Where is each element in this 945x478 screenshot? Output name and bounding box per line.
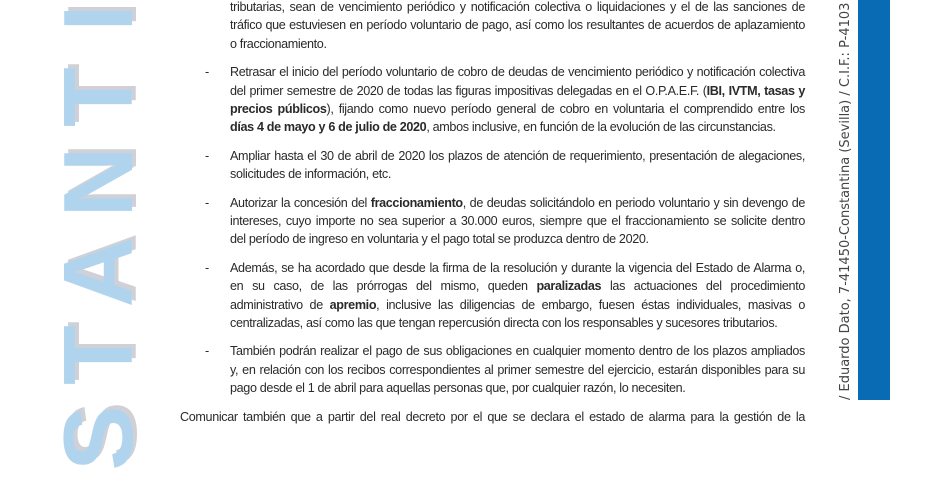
text-segment: pago desde el 1 de abril para aquellas personas que, por cualquier razón, lo necesiten. bbox=[230, 381, 686, 396]
text-segment: solicitudes de información, etc. bbox=[230, 167, 391, 182]
text-line bbox=[230, 0, 805, 15]
text-segment: También podrán realizar el pago de sus obligaciones en cualquier momento dentro de los plazos ampliados bbox=[230, 344, 805, 359]
watermark-letter: S bbox=[43, 405, 153, 471]
bullet-dash: - bbox=[205, 65, 210, 80]
text-segment: , de deudas solicitándolo en periodo voluntario y sin devengo de bbox=[462, 195, 805, 210]
text-segment: administrativo de bbox=[230, 297, 330, 312]
text-segment: Además, se ha acordado que desde la firma de la resolución y durante la vigencia del Estado de Alarma o, bbox=[230, 260, 805, 275]
bullet-dash: - bbox=[205, 260, 210, 275]
text-line bbox=[230, 83, 805, 99]
text-line bbox=[230, 36, 805, 52]
blue-side-bar bbox=[858, 0, 890, 400]
text-segment: , inclusive las diligencias de embargo, fuesen éstas individuales, masivas o bbox=[376, 297, 805, 312]
text-line bbox=[230, 213, 805, 229]
text-segment: y, en relación con los recibos correspondientes al primer semestre del ejercicio, estarán disponibles para su bbox=[230, 362, 805, 377]
text-line bbox=[230, 195, 805, 211]
text-line bbox=[230, 315, 805, 331]
text-line bbox=[230, 297, 805, 313]
bullet-dash: - bbox=[205, 148, 210, 163]
bold-text: precios públicos bbox=[230, 102, 327, 116]
text-segment: del período de ingreso en voluntaria y el pago total se produzca dentro de 2020. bbox=[230, 232, 649, 247]
text-segment: tráfico que estuviesen en período voluntario de pago, así como los resultantes de acuerdos de aplazamiento bbox=[230, 18, 805, 33]
watermark-letter: N bbox=[43, 146, 153, 218]
text-segment: Ampliar hasta el 30 de abril de 2020 los plazos de atención de requerimiento, presentación de alegaciones, bbox=[230, 148, 805, 163]
text-segment: Comunicar también que a partir del real decreto por el que se declara el estado de alarma para la gestión de la bbox=[180, 409, 805, 424]
text-segment: en su caso, de las prórrogas del mismo, queden bbox=[230, 279, 537, 294]
bullet-dash: - bbox=[205, 195, 210, 210]
bold-text: IBI, IVTM, tasas y bbox=[706, 83, 805, 98]
text-segment: Retrasar el inicio del período voluntario de cobro de deudas de vencimiento periódico y notificación colectiva bbox=[230, 65, 805, 80]
bold-text: fraccionamiento bbox=[370, 195, 463, 210]
text-segment: tributarias, sean de vencimiento periódico y notificación colectiva o liquidaciones y el de las sanciones de bbox=[230, 0, 805, 14]
text-line bbox=[230, 64, 805, 80]
bold-text: paralizadas bbox=[536, 279, 602, 294]
text-line bbox=[230, 166, 805, 182]
text-line bbox=[180, 409, 805, 425]
text-segment: Autorizar la concesión del bbox=[230, 195, 371, 210]
text-line bbox=[230, 231, 805, 247]
text-line bbox=[230, 119, 805, 135]
text-line bbox=[230, 362, 805, 378]
bold-text: días 4 de mayo y 6 de julio de 2020 bbox=[230, 120, 427, 135]
watermark-letter: I bbox=[43, 4, 153, 32]
text-segment: del primer semestre de 2020 de todas las figuras impositivas delegadas en el O.P.A.E.F. ( bbox=[230, 83, 707, 98]
text-segment: centralizadas, así como las que tengan repercusión directa con los responsables y sucesores tributarios. bbox=[230, 316, 778, 330]
text-segment: las actuaciones del procedimiento bbox=[601, 279, 805, 294]
text-line bbox=[230, 260, 805, 276]
text-line bbox=[230, 148, 805, 164]
footer-address: / Eduardo Dato, 7-41450-Constantina (Sevilla) / C.I.F.: P-4103 bbox=[838, 2, 853, 400]
text-line bbox=[230, 278, 805, 294]
watermark-letter: A bbox=[43, 236, 153, 308]
bold-text: apremio bbox=[329, 297, 377, 312]
text-segment: ), fijando como nuevo período general de cobro en voluntaria el comprendido entre los bbox=[326, 102, 805, 116]
text-line bbox=[230, 101, 805, 117]
text-line bbox=[230, 17, 805, 33]
bullet-dash: - bbox=[205, 344, 210, 359]
text-line bbox=[230, 380, 805, 396]
watermark-letter: T bbox=[43, 325, 153, 385]
text-segment: intereses, cuyo importe no sea superior a 30.000 euros, siempre que el fraccionamiento se solicite dentro bbox=[230, 214, 805, 228]
text-segment: , ambos inclusive, en función de la evolución de las circunstancias. bbox=[426, 120, 776, 135]
text-line bbox=[230, 343, 805, 359]
text-segment: o fraccionamiento. bbox=[230, 36, 327, 51]
watermark-letter: T bbox=[43, 67, 153, 127]
